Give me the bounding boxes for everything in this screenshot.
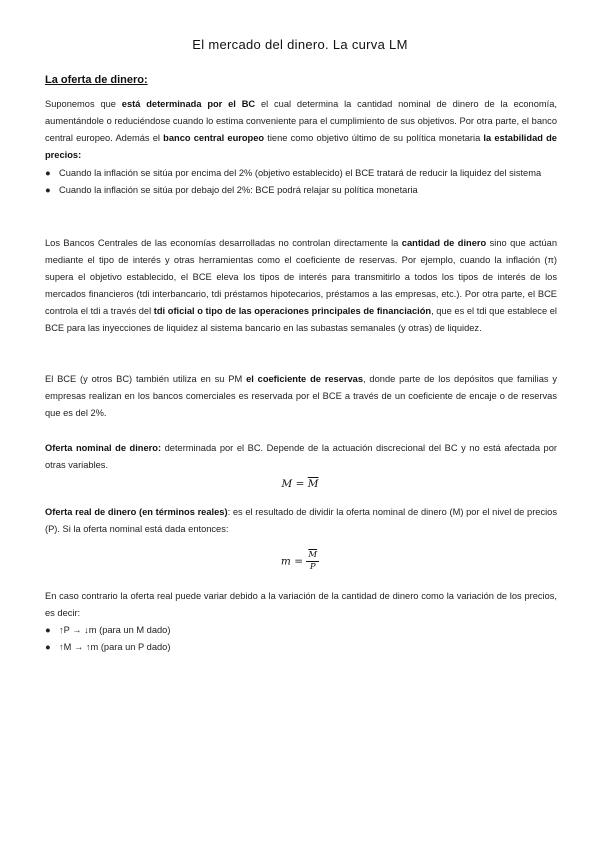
bullet-list-effects: [45, 622, 557, 656]
formula-equals: =: [290, 555, 307, 568]
text-span: , donde parte de los depósitos que familias y empresas realizan en los bancos comerciales es reservada por el BCE a través de un coeficiente de encaje o de reservas que es del 2%.: [45, 374, 557, 418]
text-span: En caso contrario la oferta real puede variar debido a la variación de la cantidad de dinero como la variación de los precios, es decir:: [45, 591, 557, 618]
paragraph-reserve-ratio: [45, 371, 557, 422]
bold-span: banco central europeo: [163, 133, 265, 143]
list-item: [45, 639, 557, 656]
bullet-icon: ●: [45, 185, 51, 195]
formula-lhs: m: [280, 555, 291, 568]
bold-span: la estabilidad de precios:: [45, 133, 557, 160]
text-span: , que es el tdi que establece el BCE para las inyecciones de liquidez al sistema bancario en las subastas semanales (y otras) de liquidez.: [45, 306, 557, 333]
text-span: el cual determina la cantidad nominal de dinero de la economía, aumentándole o reduciéndose cuando lo estima conveniente para el cumplimiento de sus objetivos. Por otra parte, el banco central europeo. Además el: [45, 99, 557, 143]
formula-rhs: $\overline{M}$: [307, 478, 319, 490]
list-item-text: Cuando la inflación se sitúa por encima del 2% (objetivo establecido) el BCE tratará de reducir la liquidez del sistema: [59, 168, 542, 178]
bold-span: Oferta real de dinero (en términos reales): [45, 507, 228, 517]
bullet-icon: ●: [45, 642, 51, 652]
list-item-text: Cuando la inflación se sitúa por debajo del 2%: BCE podrá relajar su política monetaria: [59, 185, 418, 195]
fraction-denominator: P: [309, 562, 316, 572]
list-item-text: ↑M → ↑m (para un P dado): [59, 642, 171, 652]
text-span: Los Bancos Centrales de las economías desarrolladas no controlan directamente la: [45, 238, 402, 248]
formula-fraction: [306, 550, 319, 573]
bold-span: tdi oficial o tipo de las operaciones principales de financiación: [153, 306, 432, 316]
formula-lhs: M: [281, 478, 293, 490]
list-item: [45, 622, 557, 639]
text-span: tiene como objetivo último de su política monetaria: [264, 133, 484, 143]
document-title: El mercado del dinero. La curva LM: [192, 37, 408, 52]
paragraph-supply-intro: [45, 96, 557, 164]
list-item: [45, 165, 557, 182]
formula-real-supply: [0, 550, 600, 573]
text-span: El BCE (y otros BC) también utiliza en su PM: [45, 374, 247, 384]
bold-span: el coeficiente de reservas: [246, 374, 364, 384]
text-span: sino que actúan mediante el tipo de interés y otras herramientas como el coeficiente de reservas. Por ejemplo, cuando la inflación (π) supera el objetivo establecido, el BCE eleva los tipos de interés para transmitirlo a todos los tipos de interés de los mercados financieros (tdi interbancario, tdi préstamos hipotecarios, préstamos a las empresas, etc.). Por otra parte, el BCE controla el tdi a través del: [45, 238, 558, 316]
paragraph-real-supply: [45, 504, 557, 538]
paragraph-nominal-supply: [45, 440, 557, 474]
bold-span: está determinada por el BC: [121, 99, 256, 109]
bullet-icon: ●: [45, 625, 51, 635]
paragraph-central-banks: [45, 235, 557, 337]
section-heading: La oferta de dinero:: [45, 74, 148, 86]
list-item-text: ↑P → ↓m (para un M dado): [59, 625, 171, 635]
list-item: [45, 182, 557, 199]
formula-equals: =: [292, 478, 308, 490]
bold-span: cantidad de dinero: [401, 238, 487, 248]
formula-nominal-supply: [0, 478, 600, 490]
text-span: determinada por el BC. Depende de la actuación discrecional del BC y no está afectada por otras variables.: [45, 443, 557, 470]
text-span: : es el resultado de dividir la oferta nominal de dinero (M) por el nivel de precios (P). Si la oferta nominal está dada entonces:: [45, 507, 558, 534]
bullet-list-inflation: [45, 165, 557, 199]
text-span: Suponemos que: [45, 99, 122, 109]
fraction-numerator: $\overline{M}$: [308, 550, 318, 560]
bullet-icon: ●: [45, 168, 51, 178]
bold-span: Oferta nominal de dinero:: [45, 443, 162, 453]
paragraph-real-variation: [45, 588, 557, 622]
